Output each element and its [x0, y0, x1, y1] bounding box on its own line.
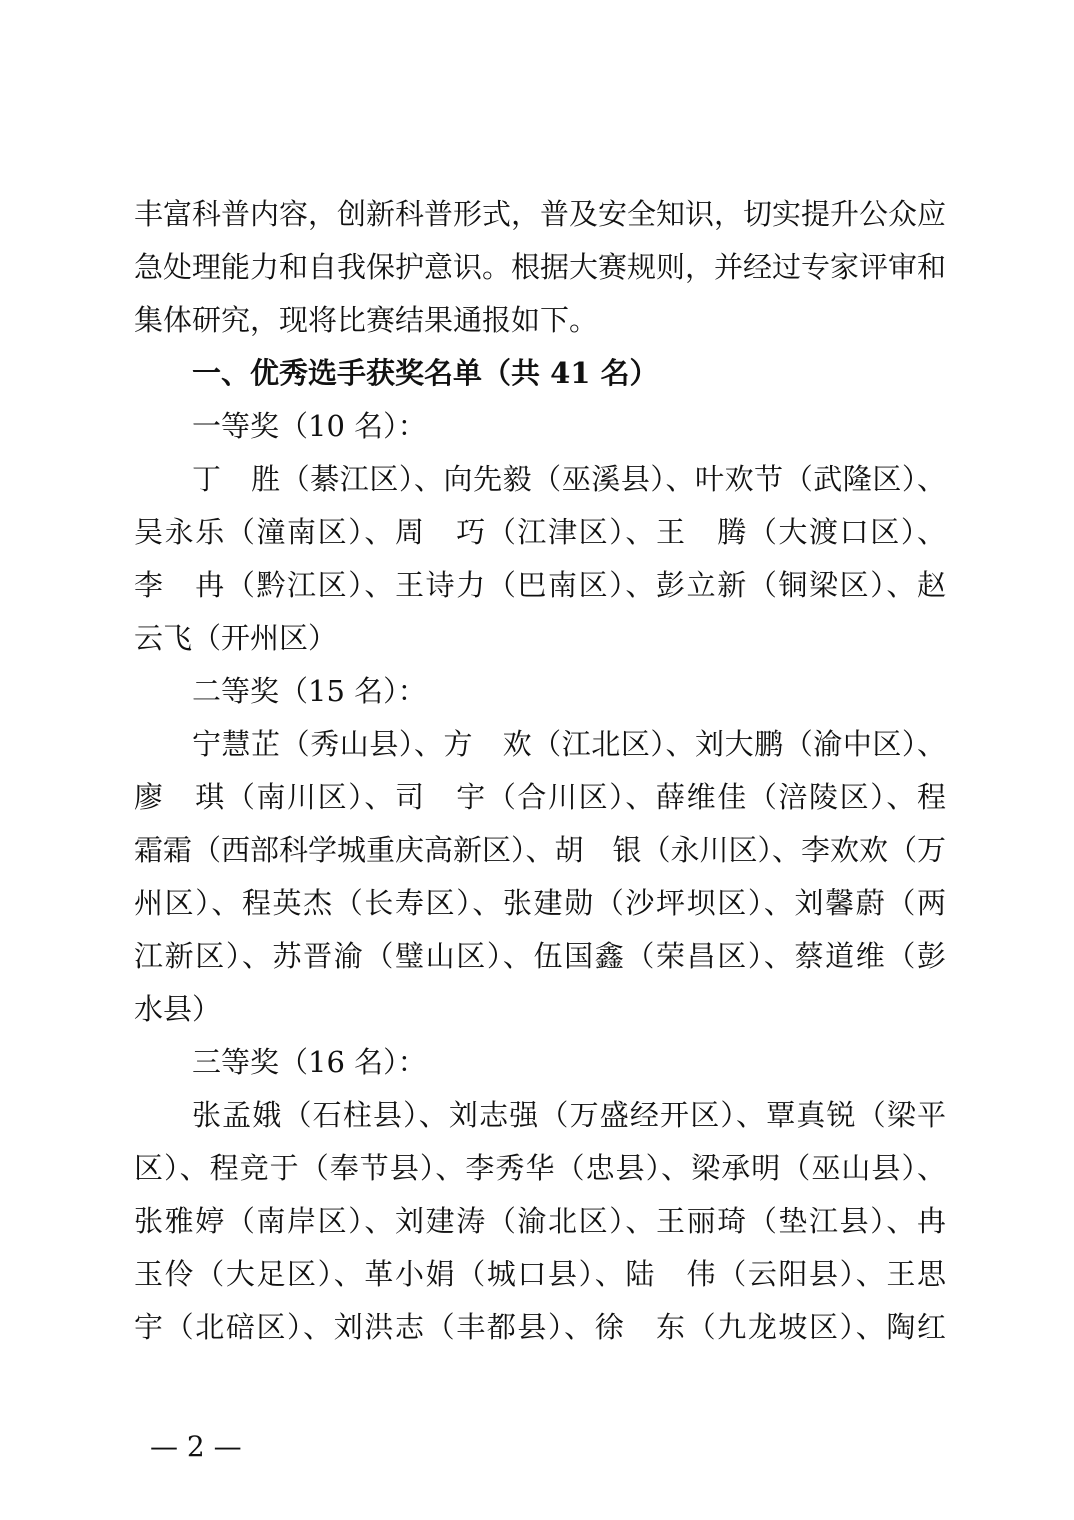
winner-list-line: 州区）、程英杰（长寿区）、张建勋（沙坪坝区）、刘馨蔚（两: [134, 886, 946, 920]
award-heading-first-prize: 一等奖（10 名）：: [192, 409, 427, 443]
body-text-line: 急处理能力和自我保护意识。根据大赛规则，并经过专家评审和: [134, 250, 946, 284]
winner-list-line: 廖 琪（南川区）、司 宇（合川区）、薛维佳（涪陵区）、程: [134, 780, 946, 814]
winner-list-line: 李 冉（黔江区）、王诗力（巴南区）、彭立新（铜梁区）、赵: [134, 568, 946, 602]
winner-list-line: 水县）: [134, 992, 222, 1026]
award-heading-second-prize: 二等奖（15 名）：: [192, 674, 427, 708]
winner-list-line: 江新区）、苏晋渝（璧山区）、伍国鑫（荣昌区）、蔡道维（彭: [134, 939, 946, 973]
winner-list-line: 丁 胜（綦江区）、向先毅（巫溪县）、叶欢节（武隆区）、: [192, 462, 946, 496]
award-heading-third-prize: 三等奖（16 名）：: [192, 1045, 427, 1079]
page-number: — 2 —: [150, 1430, 242, 1463]
body-text-line: 集体研究，现将比赛结果通报如下。: [134, 303, 599, 337]
winner-list-line: 张孟娥（石柱县）、刘志强（万盛经开区）、覃真锐（梁平: [192, 1098, 946, 1132]
winner-list-line: 玉伶（大足区）、革小娟（城口县）、陆 伟（云阳县）、王思: [134, 1257, 946, 1291]
winner-list-line: 宇（北碚区）、刘洪志（丰都县）、徐 东（九龙坡区）、陶红: [134, 1310, 946, 1344]
winner-list-line: 张雅婷（南岸区）、刘建涛（渝北区）、王丽琦（垫江县）、冉: [134, 1204, 946, 1238]
winner-list-line: 宁慧芷（秀山县）、方 欢（江北区）、刘大鹏（渝中区）、: [192, 727, 946, 761]
winner-list-line: 云飞（开州区）: [134, 621, 338, 655]
section-heading: 一、优秀选手获奖名单（共 41 名）: [192, 356, 659, 390]
winner-list-line: 霜霜（西部科学城重庆高新区）、胡 银（永川区）、李欢欢（万: [134, 833, 946, 867]
body-text-line: 丰富科普内容，创新科普形式，普及安全知识，切实提升公众应: [134, 197, 946, 231]
winner-list-line: 区）、程竞于（奉节县）、李秀华（忠县）、梁承明（巫山县）、: [134, 1151, 946, 1185]
winner-list-line: 吴永乐（潼南区）、周 巧（江津区）、王 腾（大渡口区）、: [134, 515, 946, 549]
